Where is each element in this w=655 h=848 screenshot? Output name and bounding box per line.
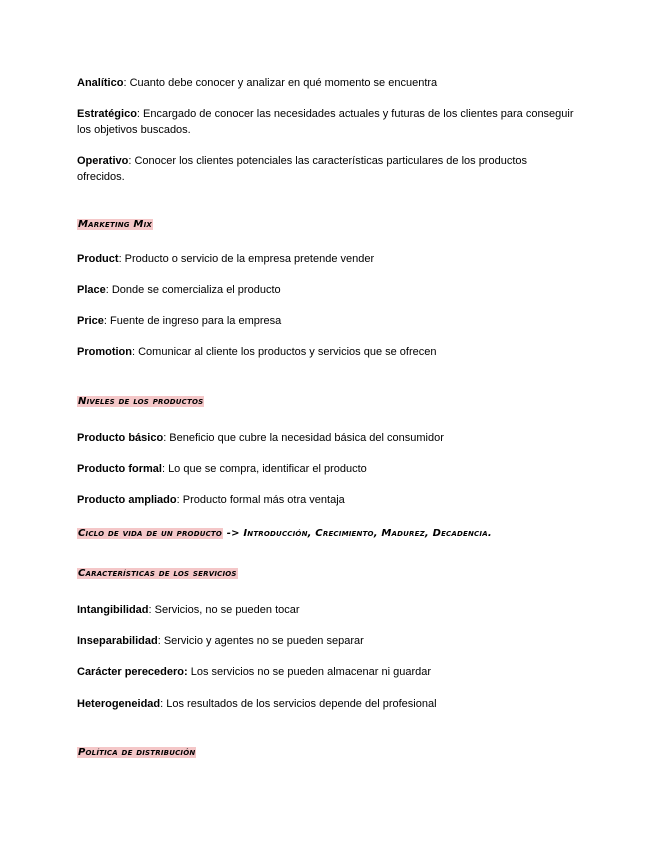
term: Analítico <box>77 77 124 89</box>
ciclo-stages: -> Introducción, Crecimiento, Madurez, Decadencia. <box>223 528 492 539</box>
servicio-heterogeneidad <box>77 696 577 712</box>
desc: : Beneficio que cubre la necesidad básica del consumidor <box>163 432 444 444</box>
term: Price <box>77 315 104 327</box>
desc: : Lo que se compra, identificar el producto <box>161 463 367 475</box>
term: Estratégico <box>77 108 137 120</box>
term: Producto ampliado <box>77 494 177 506</box>
level-analitico <box>77 75 577 91</box>
servicio-inseparabilidad <box>77 633 577 649</box>
term: Product <box>77 253 119 265</box>
mix-place <box>77 282 577 298</box>
desc: : Conocer los clientes potenciales las características particulares de los productos ofrecidos. <box>77 155 527 183</box>
level-estrategico <box>77 106 577 138</box>
heading-text: Política de distribución <box>78 747 196 758</box>
mix-promotion <box>77 344 577 360</box>
heading-distribucion <box>77 745 196 761</box>
heading-text: Marketing Mix <box>78 219 152 230</box>
term: Intangibilidad <box>77 604 149 616</box>
mix-price <box>77 313 577 329</box>
term: Producto formal <box>77 463 162 475</box>
term: Producto básico <box>77 432 164 444</box>
term: Inseparabilidad <box>77 635 158 647</box>
desc: : Encargado de conocer las necesidades actuales y futuras de los clientes para conseguir los objetivos buscados. <box>77 108 574 136</box>
term: Place <box>77 284 106 296</box>
desc: : Producto o servicio de la empresa pretende vender <box>118 253 375 265</box>
servicio-perecedero <box>77 664 577 680</box>
level-operativo <box>77 153 577 185</box>
term: Promotion <box>77 346 132 358</box>
desc: : Servicios, no se pueden tocar <box>148 604 300 616</box>
heading-ciclo <box>77 526 492 542</box>
desc: : Cuanto debe conocer y analizar en qué momento se encuentra <box>123 77 438 89</box>
desc: Los servicios no se pueden almacenar ni guardar <box>187 666 432 678</box>
nivel-basico <box>77 430 577 446</box>
term: Operativo <box>77 155 129 167</box>
desc: : Los resultados de los servicios depende del profesional <box>160 698 437 710</box>
term: Heterogeneidad <box>77 698 161 710</box>
heading-text: Características de los servicios <box>78 568 237 579</box>
nivel-ampliado <box>77 492 577 508</box>
heading-servicios <box>77 566 238 582</box>
desc: : Comunicar al cliente los productos y servicios que se ofrecen <box>132 346 437 358</box>
nivel-formal <box>77 461 577 477</box>
term: Carácter perecedero: <box>77 666 188 678</box>
heading-text: Niveles de los productos <box>78 396 204 407</box>
heading-marketing-mix <box>77 217 153 233</box>
heading-text: Ciclo de vida de un producto <box>78 528 223 539</box>
desc: : Producto formal más otra ventaja <box>176 494 345 506</box>
desc: : Fuente de ingreso para la empresa <box>103 315 282 327</box>
mix-product <box>77 251 577 267</box>
heading-niveles <box>77 394 204 410</box>
desc: : Servicio y agentes no se pueden separar <box>157 635 364 647</box>
servicio-intangibilidad <box>77 602 577 618</box>
desc: : Donde se comercializa el producto <box>105 284 281 296</box>
